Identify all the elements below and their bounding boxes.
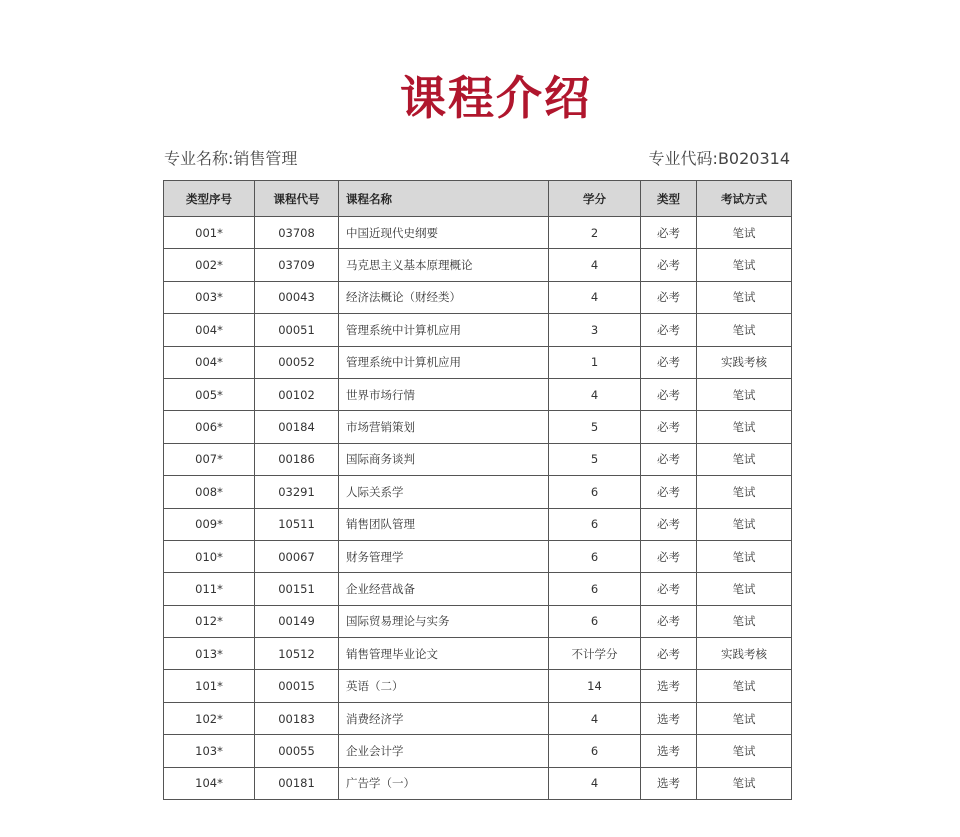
cell-course-name: 经济法概论（财经类）: [339, 281, 549, 313]
table-row: [164, 605, 792, 637]
cell-exam-method: 实践考核: [697, 346, 792, 378]
cell-exam-method: 笔试: [697, 540, 792, 572]
page-title: 课程介绍: [400, 71, 592, 125]
cell-type: 必考: [641, 378, 697, 410]
header-exam-method: 考试方式: [697, 181, 792, 217]
cell-course-name: 国际商务谈判: [339, 443, 549, 475]
cell-type-seq: 002*: [164, 249, 255, 281]
cell-exam-method: 笔试: [697, 767, 792, 799]
table-row: [164, 670, 792, 702]
header-credits: 学分: [549, 181, 641, 217]
cell-type: 选考: [641, 767, 697, 799]
cell-exam-method: 笔试: [697, 411, 792, 443]
cell-credits: 5: [549, 411, 641, 443]
table-row: [164, 702, 792, 734]
cell-course-name: 销售管理毕业论文: [339, 638, 549, 670]
cell-type-seq: 009*: [164, 508, 255, 540]
table-row: [164, 508, 792, 540]
table-row: [164, 735, 792, 767]
cell-type-seq: 102*: [164, 702, 255, 734]
cell-course-code: 00149: [255, 605, 339, 637]
cell-exam-method: 笔试: [697, 702, 792, 734]
cell-exam-method: 笔试: [697, 605, 792, 637]
cell-exam-method: 实践考核: [697, 638, 792, 670]
cell-course-code: 03708: [255, 217, 339, 249]
cell-type-seq: 010*: [164, 540, 255, 572]
cell-type: 必考: [641, 346, 697, 378]
cell-type: 必考: [641, 281, 697, 313]
header-course-name: 课程名称: [339, 181, 549, 217]
table-row: [164, 217, 792, 249]
cell-course-name: 国际贸易理论与实务: [339, 605, 549, 637]
cell-course-name: 市场营销策划: [339, 411, 549, 443]
cell-course-name: 管理系统中计算机应用: [339, 346, 549, 378]
cell-course-name: 马克思主义基本原理概论: [339, 249, 549, 281]
table-row: [164, 281, 792, 313]
course-table: [163, 180, 792, 800]
cell-credits: 14: [549, 670, 641, 702]
cell-course-name: 中国近现代史纲要: [339, 217, 549, 249]
cell-exam-method: 笔试: [697, 443, 792, 475]
cell-course-name: 企业经营战备: [339, 573, 549, 605]
cell-credits: 4: [549, 378, 641, 410]
cell-credits: 6: [549, 735, 641, 767]
cell-credits: 4: [549, 281, 641, 313]
cell-course-name: 销售团队管理: [339, 508, 549, 540]
cell-type: 必考: [641, 508, 697, 540]
table-row: [164, 411, 792, 443]
cell-course-name: 消费经济学: [339, 702, 549, 734]
cell-course-code: 00151: [255, 573, 339, 605]
cell-course-code: 00067: [255, 540, 339, 572]
header-course-code: 课程代号: [255, 181, 339, 217]
cell-exam-method: 笔试: [697, 573, 792, 605]
cell-type-seq: 004*: [164, 314, 255, 346]
cell-type: 必考: [641, 638, 697, 670]
table-row: [164, 249, 792, 281]
cell-course-code: 00181: [255, 767, 339, 799]
cell-credits: 4: [549, 702, 641, 734]
cell-type-seq: 007*: [164, 443, 255, 475]
table-row: [164, 540, 792, 572]
cell-exam-method: 笔试: [697, 670, 792, 702]
table-row: [164, 476, 792, 508]
cell-course-name: 企业会计学: [339, 735, 549, 767]
cell-type-seq: 003*: [164, 281, 255, 313]
cell-type-seq: 013*: [164, 638, 255, 670]
cell-type: 必考: [641, 411, 697, 443]
cell-exam-method: 笔试: [697, 508, 792, 540]
cell-course-code: 10511: [255, 508, 339, 540]
cell-type: 必考: [641, 443, 697, 475]
cell-course-code: 00043: [255, 281, 339, 313]
cell-type: 必考: [641, 605, 697, 637]
cell-credits: 2: [549, 217, 641, 249]
cell-exam-method: 笔试: [697, 476, 792, 508]
table-row: [164, 346, 792, 378]
cell-credits: 6: [549, 605, 641, 637]
cell-exam-method: 笔试: [697, 378, 792, 410]
cell-exam-method: 笔试: [697, 249, 792, 281]
table-row: [164, 443, 792, 475]
cell-type-seq: 006*: [164, 411, 255, 443]
cell-type-seq: 001*: [164, 217, 255, 249]
table-row: [164, 314, 792, 346]
cell-type: 选考: [641, 670, 697, 702]
cell-type-seq: 104*: [164, 767, 255, 799]
cell-exam-method: 笔试: [697, 735, 792, 767]
cell-type-seq: 103*: [164, 735, 255, 767]
cell-credits: 不计学分: [549, 638, 641, 670]
cell-credits: 4: [549, 249, 641, 281]
cell-type: 必考: [641, 249, 697, 281]
cell-course-code: 00186: [255, 443, 339, 475]
table-row: [164, 378, 792, 410]
table-row: [164, 573, 792, 605]
cell-course-name: 世界市场行情: [339, 378, 549, 410]
cell-course-name: 财务管理学: [339, 540, 549, 572]
table-row: [164, 638, 792, 670]
table-header-row: [164, 181, 792, 217]
cell-exam-method: 笔试: [697, 217, 792, 249]
cell-type-seq: 008*: [164, 476, 255, 508]
header-type: 类型: [641, 181, 697, 217]
cell-course-code: 03291: [255, 476, 339, 508]
cell-credits: 6: [549, 508, 641, 540]
cell-credits: 6: [549, 573, 641, 605]
cell-exam-method: 笔试: [697, 314, 792, 346]
cell-type-seq: 005*: [164, 378, 255, 410]
cell-course-name: 英语（二）: [339, 670, 549, 702]
cell-type: 必考: [641, 540, 697, 572]
cell-type: 必考: [641, 476, 697, 508]
cell-type: 选考: [641, 735, 697, 767]
cell-credits: 3: [549, 314, 641, 346]
cell-type: 选考: [641, 702, 697, 734]
major-name: 专业名称:销售管理: [164, 149, 298, 168]
cell-type-seq: 011*: [164, 573, 255, 605]
cell-course-code: 00102: [255, 378, 339, 410]
cell-course-code: 00183: [255, 702, 339, 734]
cell-exam-method: 笔试: [697, 281, 792, 313]
header-type-seq: 类型序号: [164, 181, 255, 217]
cell-course-code: 03709: [255, 249, 339, 281]
cell-course-code: 10512: [255, 638, 339, 670]
cell-type-seq: 012*: [164, 605, 255, 637]
cell-course-name: 广告学（一）: [339, 767, 549, 799]
cell-credits: 1: [549, 346, 641, 378]
cell-course-code: 00015: [255, 670, 339, 702]
cell-credits: 6: [549, 540, 641, 572]
cell-course-name: 管理系统中计算机应用: [339, 314, 549, 346]
cell-course-code: 00184: [255, 411, 339, 443]
cell-type-seq: 004*: [164, 346, 255, 378]
cell-credits: 6: [549, 476, 641, 508]
cell-course-code: 00051: [255, 314, 339, 346]
cell-type: 必考: [641, 314, 697, 346]
cell-credits: 5: [549, 443, 641, 475]
cell-type: 必考: [641, 573, 697, 605]
cell-course-name: 人际关系学: [339, 476, 549, 508]
cell-course-code: 00055: [255, 735, 339, 767]
cell-course-code: 00052: [255, 346, 339, 378]
cell-type: 必考: [641, 217, 697, 249]
major-code: 专业代码:B020314: [648, 149, 790, 168]
cell-type-seq: 101*: [164, 670, 255, 702]
table-row: [164, 767, 792, 799]
cell-credits: 4: [549, 767, 641, 799]
